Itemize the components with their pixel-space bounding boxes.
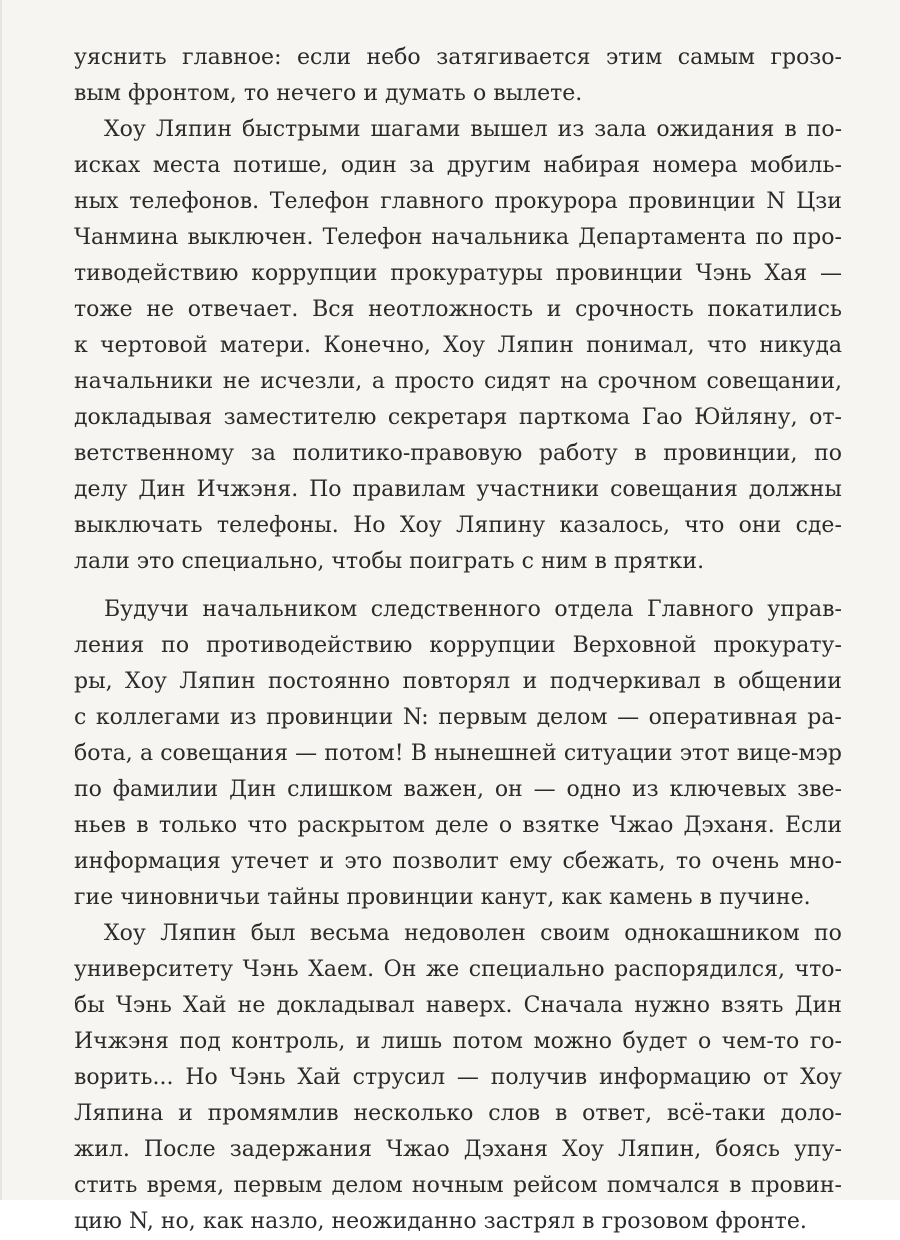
text-line: Хоу Ляпин был весьма недоволен своим однокашником по xyxy=(104,921,842,946)
text-line: тоже не отвечает. Вся неотложность и срочность покатились xyxy=(74,297,842,322)
text-line: уяснить главное: если небо затягивается этим самым грозо- xyxy=(74,45,842,70)
text-line: начальники не исчезли, а просто сидят на срочном совещании, xyxy=(74,369,842,394)
text-line: бота, а совещания — потом! В нынешней ситуации этот вице-мэр xyxy=(74,741,842,766)
text-line: стить время, первым делом ночным рейсом помчался в провин- xyxy=(74,1173,842,1198)
text-line: ных телефонов. Телефон главного прокурора провинции N Цзи xyxy=(74,189,842,214)
text-line: ворить... Но Чэнь Хай струсил — получив информацию от Хоу xyxy=(74,1065,842,1090)
text-line: университету Чэнь Хаем. Он же специально распорядился, что- xyxy=(74,957,842,982)
paragraph xyxy=(74,916,842,1240)
text-line: вым фронтом, то нечего и думать о вылете. xyxy=(74,81,583,106)
text-line: к чертовой матери. Конечно, Хоу Ляпин понимал, что никуда xyxy=(74,333,842,358)
text-line: лали это специально, чтобы поиграть с ним в прятки. xyxy=(74,549,705,574)
paragraph-gap xyxy=(74,580,842,592)
text-line: Ляпина и промямлив несколько слов в ответ, всё-таки доло- xyxy=(74,1101,842,1126)
text-line: бы Чэнь Хай не докладывал наверх. Сначала нужно взять Дин xyxy=(74,993,842,1018)
text-line: цию N, но, как назло, неожиданно застрял в грозовом фронте. xyxy=(74,1209,807,1234)
text-line: информация утечет и это позволит ему сбежать, то очень мно- xyxy=(74,849,842,874)
text-line: тиводействию коррупции прокуратуры провинции Чэнь Хая — xyxy=(74,261,842,286)
page-text xyxy=(74,40,842,1240)
text-line: ветственному за политико-правовую работу в провинции, по xyxy=(74,441,842,466)
text-line: Ичжэня под контроль, и лишь потом можно будет о чем-то го- xyxy=(74,1029,842,1054)
paragraph xyxy=(74,40,842,112)
text-line: жил. После задержания Чжао Дэханя Хоу Ляпин, боясь упу- xyxy=(74,1137,842,1162)
text-line: по фамилии Дин слишком важен, он — одно из ключевых зве- xyxy=(74,777,842,802)
text-line: исках места потише, один за другим набирая номера мобиль- xyxy=(74,153,842,178)
text-line: с коллегами из провинции N: первым делом — оперативная ра- xyxy=(74,705,842,730)
text-line: ньев в только что раскрытом деле о взятке Чжао Дэханя. Если xyxy=(74,813,842,838)
text-line: делу Дин Ичжэня. По правилам участники совещания должны xyxy=(74,477,842,502)
text-line: выключать телефоны. Но Хоу Ляпину казалось, что они сде- xyxy=(74,513,842,538)
text-line: гие чиновничьи тайны провинции канут, как камень в пучине. xyxy=(74,885,811,910)
text-line: докладывая заместителю секретаря парткома Гао Юйляну, от- xyxy=(74,405,842,430)
paragraph xyxy=(74,592,842,916)
text-line: Хоу Ляпин быстрыми шагами вышел из зала ожидания в по- xyxy=(104,117,842,142)
text-line: Будучи начальником следственного отдела Главного управ- xyxy=(104,597,842,622)
text-line: ры, Хоу Ляпин постоянно повторял и подчеркивал в общении xyxy=(74,669,842,694)
text-line: Чанмина выключен. Телефон начальника Департамента по про- xyxy=(74,225,842,250)
paragraph xyxy=(74,112,842,580)
text-line: ления по противодействию коррупции Верховной прокурату- xyxy=(74,633,842,658)
